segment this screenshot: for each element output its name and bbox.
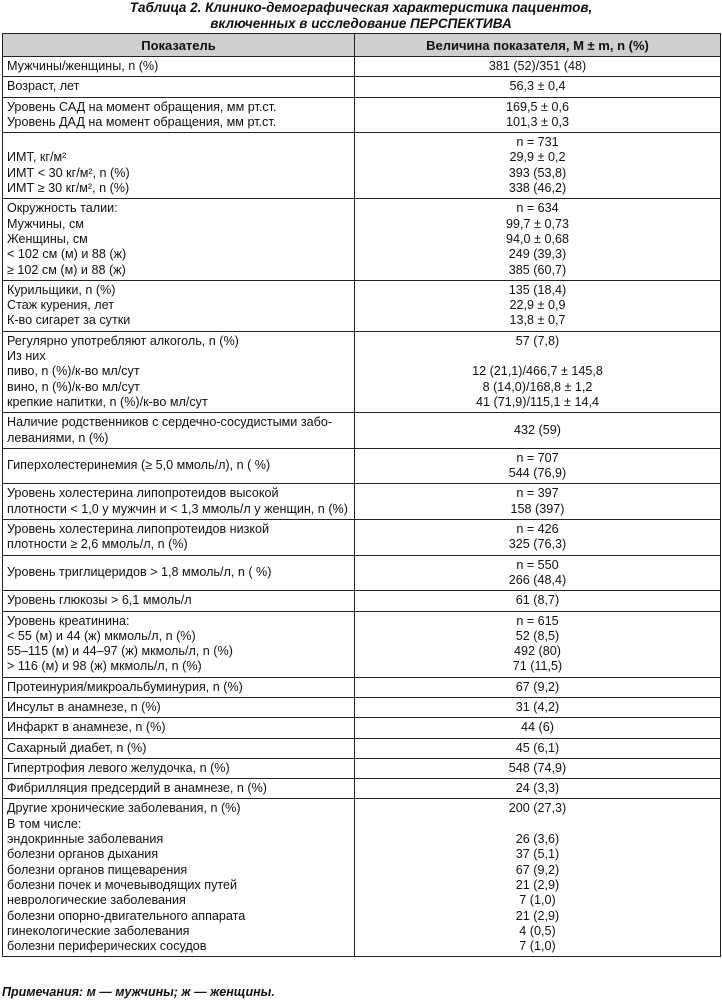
value-text: 266 (48,4) <box>508 572 567 587</box>
value-text: 249 (39,3) <box>508 247 567 262</box>
value-text: 381 (52)/351 (48) <box>488 59 587 73</box>
row-value-cell <box>355 280 721 331</box>
value-text: n = 731 <box>516 135 559 150</box>
value-text: 67 (9,2) <box>515 862 560 877</box>
table-row <box>3 779 721 799</box>
table-header-row <box>3 34 721 57</box>
value-text: 24 (3,3) <box>515 781 560 796</box>
indicator-text: Уровень глюкозы > 6,1 ммоль/л <box>7 593 192 608</box>
value-text: 41 (71,9)/115,1 ± 14,4 <box>476 394 599 409</box>
table-row <box>3 97 721 133</box>
row-value-cell <box>355 520 721 556</box>
column-header-indicator: Показатель <box>3 34 355 57</box>
value-text: 37 (5,1) <box>515 847 560 862</box>
row-indicator-cell <box>3 799 355 957</box>
value-text: 7 (1,0) <box>519 893 556 908</box>
indicator-text: Курильщики, n (%) <box>7 282 116 297</box>
row-value-cell <box>355 331 721 412</box>
table-footnote: Примечания: м — мужчины; ж — женщины. <box>2 985 275 999</box>
indicator-text: ИМТ < 30 кг/м², n (%) <box>7 165 130 180</box>
indicator-text: Уровень креатинина: <box>7 613 130 628</box>
indicator-text: болезни периферических сосудов <box>7 939 207 954</box>
row-indicator-cell <box>3 591 355 611</box>
row-indicator-cell <box>3 133 355 199</box>
value-text: 7 (1,0) <box>519 939 556 954</box>
indicator-text: плотности ≥ 2,6 ммоль/л, n (%) <box>7 537 188 552</box>
indicator-text: > 116 (м) и 98 (ж) мкмоль/л, n (%) <box>7 659 202 674</box>
table-row <box>3 448 721 484</box>
row-value-cell <box>355 97 721 133</box>
indicator-text: Уровень ДАД на момент обращения, мм рт.ст. <box>7 114 277 129</box>
indicator-text: ИМТ, кг/м² <box>7 150 67 165</box>
value-text: 13,8 ± 0,7 <box>509 313 566 328</box>
value-text: 61 (8,7) <box>515 593 560 608</box>
value-text: 548 (74,9) <box>508 760 567 775</box>
value-text: 71 (11,5) <box>512 659 563 674</box>
value-text: 52 (8,5) <box>515 628 560 643</box>
value-text: 31 (4,2) <box>515 699 560 714</box>
table-row <box>3 57 721 77</box>
row-indicator-cell <box>3 413 355 449</box>
value-text: 26 (3,6) <box>515 832 560 847</box>
indicator-text: Наличие родственников с сердечно-сосудистыми забо- <box>7 415 333 430</box>
value-text: 57 (7,8) <box>515 333 560 348</box>
row-indicator-cell <box>3 697 355 717</box>
indicator-text: Регулярно употребляют алкоголь, n (%) <box>7 333 239 348</box>
table-row <box>3 591 721 611</box>
value-text: 169,5 ± 0,6 <box>506 99 569 114</box>
row-indicator-cell <box>3 758 355 778</box>
row-indicator-cell <box>3 779 355 799</box>
row-indicator-cell <box>3 57 355 77</box>
row-indicator-cell <box>3 611 355 677</box>
row-indicator-cell <box>3 448 355 484</box>
row-indicator-cell <box>3 77 355 97</box>
value-text: 8 (14,0)/168,8 ± 1,2 <box>482 379 593 394</box>
indicator-text: Гипертрофия левого желудочка, n (%) <box>7 760 230 775</box>
indicator-text: < 102 см (м) и 88 (ж) <box>7 247 127 262</box>
indicator-text: Уровень САД на момент обращения, мм рт.ст. <box>7 99 277 114</box>
value-text: 67 (9,2) <box>515 679 560 694</box>
value-text: 12 (21,1)/466,7 ± 145,8 <box>472 364 603 379</box>
indicator-text: Инсульт в анамнезе, n (%) <box>7 699 161 714</box>
table-row <box>3 799 721 957</box>
indicator-text: Окружность талии: <box>7 201 118 216</box>
value-text: 101,3 ± 0,3 <box>506 114 569 129</box>
row-value-cell <box>355 199 721 280</box>
indicator-text: леваниями, n (%) <box>7 430 109 445</box>
indicator-text: В том числе: <box>7 816 82 831</box>
indicator-text: Женщины, см <box>7 231 88 246</box>
value-text: 544 (76,9) <box>508 466 567 481</box>
table-row <box>3 611 721 677</box>
row-value-cell <box>355 57 721 77</box>
indicator-text: Уровень холестерина липопротеидов высокой <box>7 486 279 501</box>
value-text: 22,9 ± 0,9 <box>509 298 566 313</box>
table-row <box>3 758 721 778</box>
row-indicator-cell <box>3 280 355 331</box>
indicator-text: Фибрилляция предсердий в анамнезе, n (%) <box>7 781 267 796</box>
indicator-text: Гиперхолестеринемия (≥ 5,0 ммоль/л), n ( %) <box>7 458 271 473</box>
value-text: 432 (59) <box>514 422 561 437</box>
indicator-text: Мужчины, см <box>7 216 84 231</box>
indicator-text: Инфаркт в анамнезе, n (%) <box>7 720 166 735</box>
table-row <box>3 133 721 199</box>
table-row <box>3 697 721 717</box>
value-text: 21 (2,9) <box>515 877 560 892</box>
table-row <box>3 520 721 556</box>
value-text: 99,7 ± 0,73 <box>506 216 569 231</box>
indicator-text: плотности < 1,0 у мужчин и < 1,3 ммоль/л у женщин, n (%) <box>7 501 348 516</box>
value-text: 158 (397) <box>510 501 565 516</box>
row-value-cell <box>355 758 721 778</box>
value-text: n = 634 <box>516 201 559 216</box>
indicator-text <box>7 135 350 150</box>
indicator-text: Мужчины/женщины, n (%) <box>7 59 159 73</box>
indicator-text: эндокринные заболевания <box>7 832 164 847</box>
indicator-text: болезни почек и мочевыводящих путей <box>7 877 238 892</box>
value-text: 44 (6) <box>521 720 554 735</box>
table-title-line-2: включенных в исследование ПЕРСПЕКТИВА <box>210 16 512 31</box>
indicator-text: неврологические заболевания <box>7 893 186 908</box>
indicator-text: Стаж курения, лет <box>7 298 114 313</box>
row-indicator-cell <box>3 97 355 133</box>
value-text: n = 426 <box>516 522 559 537</box>
value-text: 492 (80) <box>514 644 561 659</box>
table-title <box>0 0 722 32</box>
column-header-value: Величина показателя, M ± m, n (%) <box>355 34 721 57</box>
indicator-text: Уровень холестерина липопротеидов низкой <box>7 522 270 537</box>
indicator-text: < 55 (м) и 44 (ж) мкмоль/л, n (%) <box>7 628 196 643</box>
table-row <box>3 331 721 412</box>
row-indicator-cell <box>3 738 355 758</box>
row-value-cell <box>355 677 721 697</box>
value-text: n = 550 <box>516 557 559 572</box>
indicator-text: Из них <box>7 349 46 364</box>
row-indicator-cell <box>3 484 355 520</box>
value-text: 29,9 ± 0,2 <box>509 150 566 165</box>
value-text: 338 (46,2) <box>508 181 567 196</box>
table-row <box>3 484 721 520</box>
indicator-text: Сахарный диабет, n (%) <box>7 740 147 755</box>
value-text: n = 397 <box>516 486 559 501</box>
patient-characteristics-table <box>2 33 721 957</box>
table-row <box>3 199 721 280</box>
row-indicator-cell <box>3 331 355 412</box>
row-value-cell <box>355 591 721 611</box>
table-body <box>3 57 721 957</box>
row-value-cell <box>355 77 721 97</box>
row-value-cell <box>355 718 721 738</box>
indicator-text: болезни органов пищеварения <box>7 862 188 877</box>
value-text: 56,3 ± 0,4 <box>509 79 566 94</box>
indicator-text: Протеинурия/микроальбуминурия, n (%) <box>7 679 243 694</box>
indicator-text: ИМТ ≥ 30 кг/м², n (%) <box>7 181 130 196</box>
value-text: n = 707 <box>516 450 559 465</box>
indicator-text: Уровень триглицеридов > 1,8 ммоль/л, n ( %) <box>7 565 272 580</box>
row-value-cell <box>355 413 721 449</box>
row-value-cell <box>355 738 721 758</box>
row-value-cell <box>355 779 721 799</box>
table-row <box>3 413 721 449</box>
value-text: 385 (60,7) <box>508 262 567 277</box>
value-text: 94,0 ± 0,68 <box>506 231 569 246</box>
indicator-text: ≥ 102 см (м) и 88 (ж) <box>7 262 126 277</box>
table-row <box>3 718 721 738</box>
row-indicator-cell <box>3 520 355 556</box>
row-value-cell <box>355 799 721 957</box>
value-text <box>359 349 716 364</box>
value-text: 325 (76,3) <box>508 537 567 552</box>
indicator-text: Возраст, лет <box>7 79 80 94</box>
value-text: 200 (27,3) <box>508 801 567 816</box>
value-text: 4 (0,5) <box>519 923 556 938</box>
value-text: 393 (53,8) <box>508 165 567 180</box>
indicator-text: болезни органов дыхания <box>7 847 159 862</box>
table-row <box>3 677 721 697</box>
row-indicator-cell <box>3 199 355 280</box>
value-text <box>359 817 716 832</box>
row-value-cell <box>355 448 721 484</box>
value-text: n = 615 <box>516 613 559 628</box>
indicator-text: Другие хронические заболевания, n (%) <box>7 801 241 816</box>
row-value-cell <box>355 611 721 677</box>
table-title-line-1: Таблица 2. Клинико-демографическая характеристика пациентов, <box>129 0 593 15</box>
value-text: 45 (6,1) <box>515 740 560 755</box>
indicator-text: крепкие напитки, n (%)/к-во мл/сут <box>7 394 208 409</box>
table-row <box>3 280 721 331</box>
indicator-text: вино, n (%)/к-во мл/сут <box>7 379 140 394</box>
table-row <box>3 738 721 758</box>
table-row <box>3 555 721 591</box>
indicator-text: гинекологические заболевания <box>7 923 190 938</box>
row-indicator-cell <box>3 555 355 591</box>
indicator-text: пиво, n (%)/к-во мл/сут <box>7 364 140 379</box>
row-value-cell <box>355 555 721 591</box>
indicator-text: К-во сигарет за сутки <box>7 313 131 328</box>
row-value-cell <box>355 697 721 717</box>
value-text: 135 (18,4) <box>508 282 567 297</box>
table-row <box>3 77 721 97</box>
row-indicator-cell <box>3 718 355 738</box>
row-value-cell <box>355 133 721 199</box>
indicator-text: болезни опорно-двигательного аппарата <box>7 908 246 923</box>
row-value-cell <box>355 484 721 520</box>
indicator-text: 55–115 (м) и 44–97 (ж) мкмоль/л, n (%) <box>7 644 233 659</box>
row-indicator-cell <box>3 677 355 697</box>
value-text: 21 (2,9) <box>515 908 560 923</box>
